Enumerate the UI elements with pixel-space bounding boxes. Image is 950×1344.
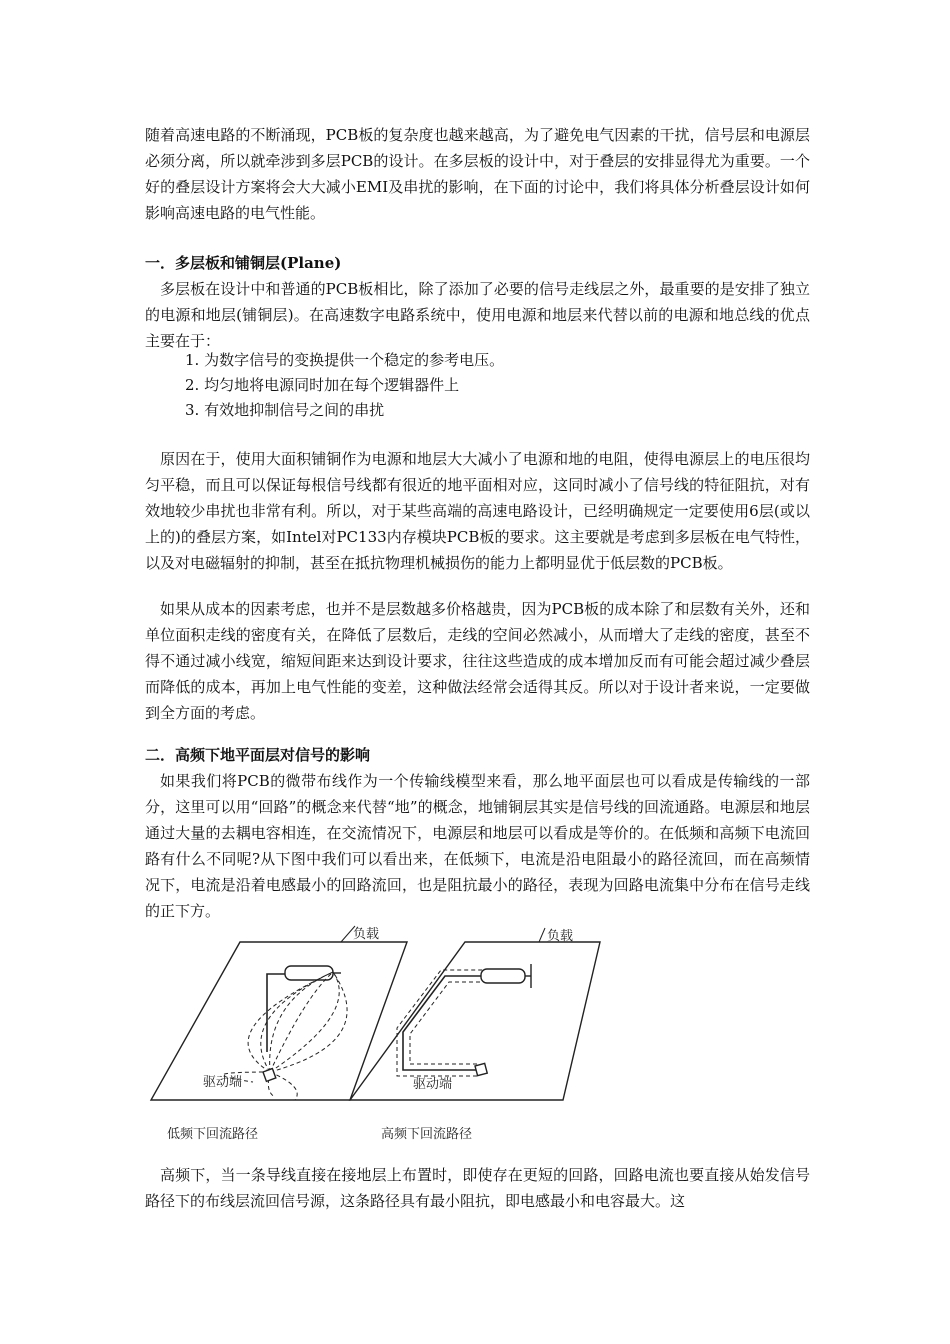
left-load-component: [285, 966, 333, 980]
right-signal-trace: [403, 976, 481, 1070]
right-driver-component: [475, 1063, 487, 1075]
list-item: 1. 为数字信号的变换提供一个稳定的参考电压。: [185, 351, 505, 369]
section-1-paragraph-1: 多层板在设计中和普通的PCB板相比，除了添加了必要的信号走线层之外，最重要的是安排了独立的电源和地层(铺铜层)。在高速数字电路系统中，使用电源和地层来代替以前的电源和地总线的优点主要在于：: [145, 280, 810, 350]
intro-paragraph: 随着高速电路的不断涌现，PCB板的复杂度也越来越高，为了避免电气因素的干扰，信号层和电源层必须分离，所以就牵涉到多层PCB的设计。在多层板的设计中，对于叠层的安排显得尤为重要。一个好的叠层设计方案将会大大减小EMI及串扰的影响，在下面的讨论中，我们将具体分析叠层设计如何影响高速电路的电气性能。: [145, 126, 810, 222]
high-frequency-board: [350, 928, 600, 1100]
left-load-label: 负载: [353, 927, 380, 942]
list-item: 3. 有效地抑制信号之间的串扰: [185, 401, 385, 419]
left-caption: 低频下回流路径: [167, 1127, 259, 1142]
left-driver-label: 驱动端: [203, 1075, 243, 1090]
return-path-diagram: [145, 922, 605, 1152]
section-2-paragraph-2: 高频下，当一条导线直接在接地层上布置时，即使存在更短的回路，回路电流也要直接从始发信号路径下的布线层流回信号源，这条路径具有最小阻抗，即电感最小和电容最大。这: [145, 1166, 810, 1210]
right-load-component: [481, 969, 525, 983]
section-1-list: [185, 348, 785, 423]
list-item: 2. 均匀地将电源同时加在每个逻辑器件上: [185, 376, 460, 394]
left-driver-component: [263, 1069, 276, 1082]
section-1-heading: 一．多层板和铺铜层(Plane): [145, 254, 342, 272]
right-driver-label: 驱动端: [413, 1077, 453, 1092]
return-path-figure: [145, 922, 605, 1152]
section-1-paragraph-2: 原因在于，使用大面积铺铜作为电源和地层大大减小了电源和地的电阻，使得电源层上的电压很均匀平稳，而且可以保证每根信号线都有很近的地平面相对应，这同时减小了信号线的特征阻抗，对有效地较少串扰也非常有利。所以，对于某些高端的高速电路设计，已经明确规定一定要使用6层(或以上的)的叠层方案，如Intel对PC133内存模块PCB板的要求。这主要就是考虑到多层板在电气特性，以及对电磁辐射的抑制，甚至在抵抗物理机械损伤的能力上都明显优于低层数的PCB板。: [145, 450, 810, 572]
section-1-paragraph-3: 如果从成本的因素考虑，也并不是层数越多价格越贵，因为PCB板的成本除了和层数有关外，还和单位面积走线的密度有关，在降低了层数后，走线的空间必然减小，从而增大了走线的密度，甚至不得不通过减小线宽，缩短间距来达到设计要求，往往这些造成的成本增加反而有可能会超过减少叠层而降低的成本，再加上电气性能的变差，这种做法经常会适得其反。所以对于设计者来说，一定要做到全方面的考虑。: [145, 600, 810, 722]
right-load-label: 负载: [547, 929, 574, 944]
right-caption: 高频下回流路径: [381, 1127, 473, 1142]
left-signal-trace: [267, 974, 285, 1052]
section-2-heading: 二．高频下地平面层对信号的影响: [145, 746, 371, 764]
section-2-paragraph-1: 如果我们将PCB的微带布线作为一个传输线模型来看，那么地平面层也可以看成是传输线的一部分，这里可以用“回路”的概念来代替“地”的概念，地铺铜层其实是信号线的回流通路。电源层和地层通过大量的去耦电容相连，在交流情况下，电源层和地层可以看成是等价的。在低频和高频下电流回路有什么不同呢?从下图中我们可以看出来，在低频下，电流是沿电阻最小的路径流回，而在高频情况下，电流是沿着电感最小的回路流回，也是阻抗最小的路径，表现为回路电流集中分布在信号走线的正下方。: [145, 772, 810, 920]
